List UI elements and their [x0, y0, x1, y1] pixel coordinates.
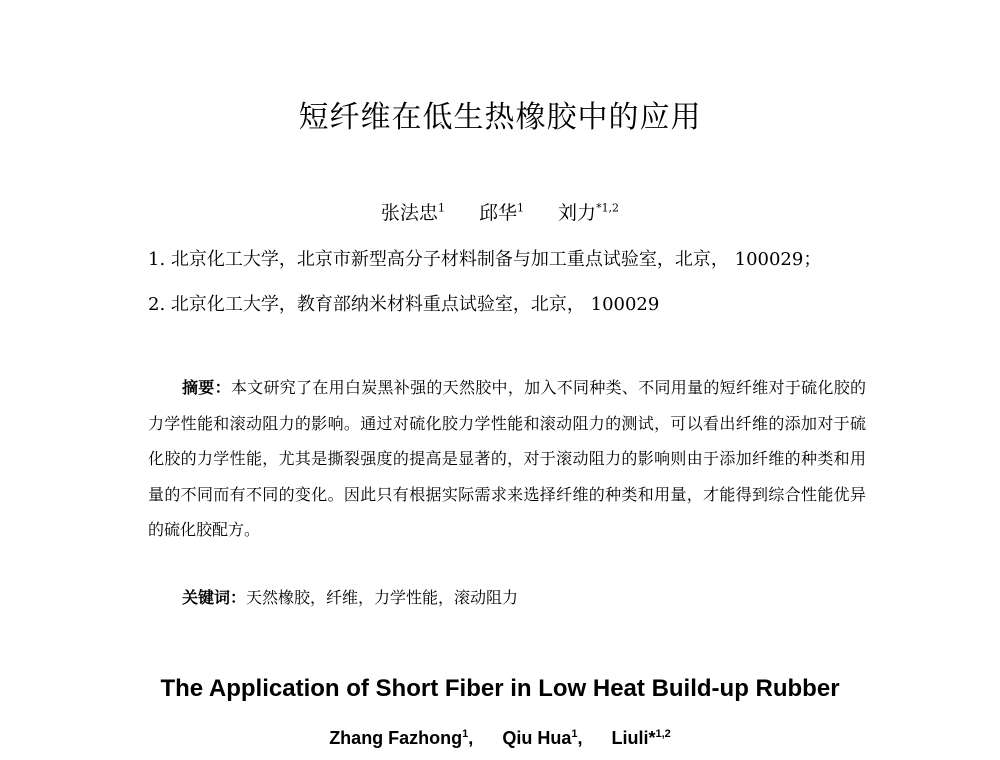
abstract: [148, 370, 866, 548]
abstract-text: 本文研究了在用白炭黑补强的天然胶中，加入不同种类、不同用量的短纤维对于硫化胶的力学性能和滚动阻力的影响。通过对硫化胶力学性能和滚动阻力的测试，可以看出纤维的添加对于硫化胶的力学性能，尤其是撕裂强度的提高是显著的，对于滚动阻力的影响则由于添加纤维的种类和用量的不同而有不同的变化。因此只有根据实际需求来选择纤维的种类和用量，才能得到综合性能优异的硫化胶配方。: [148, 378, 866, 539]
authors-english: [0, 728, 1000, 749]
author-en: Qiu Hua$^1$,: [502, 728, 583, 748]
abstract-label: 摘要：: [182, 378, 231, 397]
author-en: Liuli*$^{1,2}$: [611, 728, 671, 748]
keywords-label: 关键词：: [182, 588, 247, 607]
affiliation-1: 1. 北京化工大学，北京市新型高分子材料制备与加工重点试验室，北京， 100029；: [148, 249, 822, 270]
title-chinese: 短纤维在低生热橡胶中的应用: [298, 100, 702, 135]
affiliation-2: 2. 北京化工大学，教育部纳米材料重点试验室，北京， 100029: [148, 294, 660, 315]
author-cn: 邱华$^1$: [478, 201, 524, 224]
author-cn: 刘力$^{*1,2}$: [558, 201, 620, 224]
authors-chinese: [0, 198, 1000, 225]
author-cn: 张法忠$^1$: [380, 201, 445, 224]
keywords-text: 天然橡胶，纤维，力学性能，滚动阻力: [246, 588, 519, 607]
title-english: The Application of Short Fiber in Low Heat Build-up Rubber: [160, 675, 840, 702]
keywords: [182, 585, 518, 608]
author-en: Zhang Fazhong$^1$,: [329, 728, 474, 748]
